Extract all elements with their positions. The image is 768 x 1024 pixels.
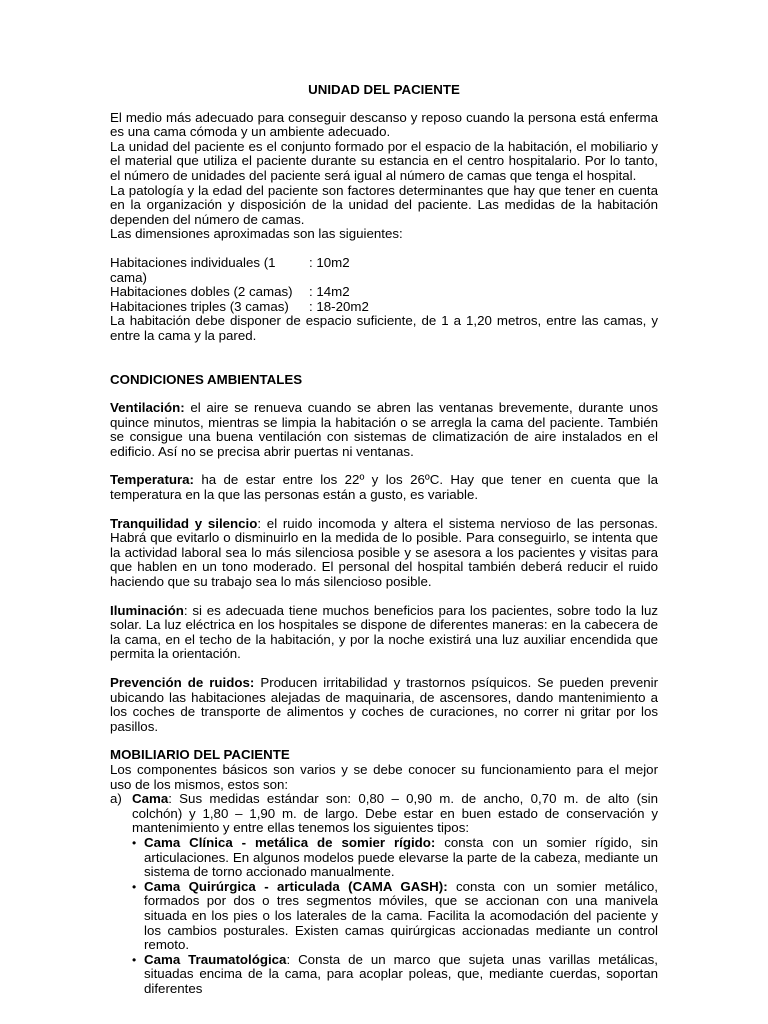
- intro-paragraph: La patología y la edad del paciente son factores determinantes que hay que tener en cuenta en la organización y disposición de la unidad del paciente. Las medidas de la habitación dependen del número de camas.: [110, 182, 658, 227]
- bed-type-term: Cama Traumatológica: [144, 951, 287, 967]
- dimension-label: Habitaciones dobles (2 camas): [110, 284, 293, 300]
- condition-paragraph: [110, 676, 658, 734]
- condition-text: : el ruido incomoda y altera el sistema nervioso de las personas. Habrá que evitarlo o disminuirlo en la medida de lo posible. Para conseguirlo, se intenta que la actividad laboral sea lo más silenciosa posible y se asesora a los pacientes y visitas para que hablen en un tono moderado. El personal del hospital también deberá reducir el ruido haciendo que su trabajo sea lo más silencioso posible.: [110, 515, 658, 590]
- furniture-text: : Sus medidas estándar son: 0,80 – 0,90 m. de ancho, 0,70 m. de alto (sin colchón) y 1,80 – 1,90 m. de largo. Debe estar en buen estado de conservación y mantenimiento y entre ellas tenemos los siguientes tipos:: [132, 791, 658, 836]
- dimension-row: [110, 300, 658, 315]
- bed-type-text: consta con un somier rígido, sin articulaciones. En algunos modelos puede elevarse la parte de la cabeza, mediante un sistema de torno accionado manualmente.: [144, 834, 658, 880]
- bed-type-term: Cama Clínica - metálica de somier rígido:: [144, 834, 436, 850]
- condition-term: Tranquilidad y silencio: [110, 515, 258, 531]
- list-marker: a): [110, 791, 122, 807]
- furniture-item-body: [132, 792, 658, 996]
- condition-term: Ventilación:: [110, 400, 185, 416]
- bullet-icon: •: [132, 879, 137, 894]
- bed-type-item: [132, 953, 658, 997]
- document-title: UNIDAD DEL PACIENTE: [308, 82, 460, 97]
- furniture-item: [110, 792, 658, 996]
- condition-paragraph: [110, 517, 658, 590]
- bullet-icon: •: [132, 952, 137, 967]
- conditions-heading: CONDICIONES AMBIENTALES: [110, 371, 303, 387]
- dimensions-list: [110, 256, 658, 314]
- condition-term: Iluminación: [110, 602, 184, 618]
- condition-text: ha de estar entre los 22º y los 26ºC. Hay que tener en cuenta que la temperatura en la que las personas están a gusto, es variable.: [110, 472, 658, 503]
- condition-paragraph: [110, 604, 658, 662]
- dimension-row: [110, 285, 658, 300]
- dimension-label: Habitaciones triples (3 camas): [110, 298, 289, 314]
- intro-paragraph: El medio más adecuado para conseguir descanso y reposo cuando la persona está enferma es una cama cómoda y un ambiente adecuado.: [110, 109, 658, 140]
- condition-text: el aire se renueva cuando se abren las ventanas brevemente, durante unos quince minutos, mientras se limpia la habitación o se arregla la cama del paciente. También se consigue una buena ventilación con sistemas de climatización de aire instalados en el edificio. Así no se precisa abrir puertas ni ventanas.: [110, 400, 658, 459]
- dimensions-note: La habitación debe disponer de espacio suficiente, de 1 a 1,20 metros, entre las camas, y entre la cama y la pared.: [110, 313, 658, 343]
- condition-text: Producen irritabilidad y trastornos psíquicos. Se pueden prevenir ubicando las habitaciones alejadas de maquinaria, de ascensores, dando mantenimiento a los coches de transporte de alimentos y coches de curaciones, no correr ni gritar por los pasillos.: [110, 675, 658, 734]
- bed-type-text: consta con un somier metálico, formados por dos o tres segmentos móviles, que se accionan con una manivela situada en los pies o los laterales de la cama. Facilita la acomodación del paciente y los cambios posturales. Existen camas quirúrgicas accionadas mediante un control remoto.: [144, 878, 658, 953]
- bed-type-text: : Consta de un marco que sujeta unas varillas metálicas, situadas encima de la cama, para acoplar poleas, que, mediante cuerdas, soportan diferentes: [144, 951, 658, 996]
- furniture-heading: MOBILIARIO DEL PACIENTE: [110, 747, 290, 763]
- intro-section: [110, 111, 658, 242]
- intro-paragraph: Las dimensiones aproximadas son las siguientes:: [110, 226, 403, 242]
- dimension-label: Habitaciones individuales (1 cama): [110, 254, 276, 285]
- intro-paragraph: La unidad del paciente es el conjunto formado por el espacio de la habitación, el mobiliario y el material que utiliza el paciente durante su estancia en el centro hospitalario. Por lo tanto, el número de unidades del paciente será igual al número de camas que tenga el hospital.: [110, 138, 658, 183]
- furniture-term: Cama: [132, 791, 169, 807]
- condition-paragraph: [110, 401, 658, 459]
- bed-type-item: [132, 836, 658, 880]
- furniture-intro: Los componentes básicos son varios y se debe conocer su funcionamiento para el mejor uso de los mismos, estos son:: [110, 761, 658, 792]
- bed-type-item: [132, 880, 658, 953]
- dimension-row: [110, 256, 658, 285]
- dimension-value: : 10m2: [309, 254, 350, 270]
- bed-types-list: [132, 836, 658, 997]
- condition-term: Temperatura:: [110, 472, 194, 488]
- dimension-value: : 18-20m2: [309, 298, 369, 314]
- bed-type-term: Cama Quirúrgica - articulada (CAMA GASH):: [144, 878, 448, 894]
- condition-term: Prevención de ruidos:: [110, 675, 255, 690]
- condition-paragraph: [110, 473, 658, 502]
- condition-text: : si es adecuada tiene muchos beneficios para los pacientes, sobre todo la luz solar. La luz eléctrica en los hospitales se dispone de diferentes maneras: en la cabecera de la cama, en el techo de la habitación, y por la noche existirá una luz auxiliar encendida que permita la orientación.: [110, 602, 658, 662]
- bullet-icon: •: [132, 835, 137, 850]
- furniture-list: [110, 792, 658, 996]
- dimension-value: : 14m2: [309, 284, 350, 300]
